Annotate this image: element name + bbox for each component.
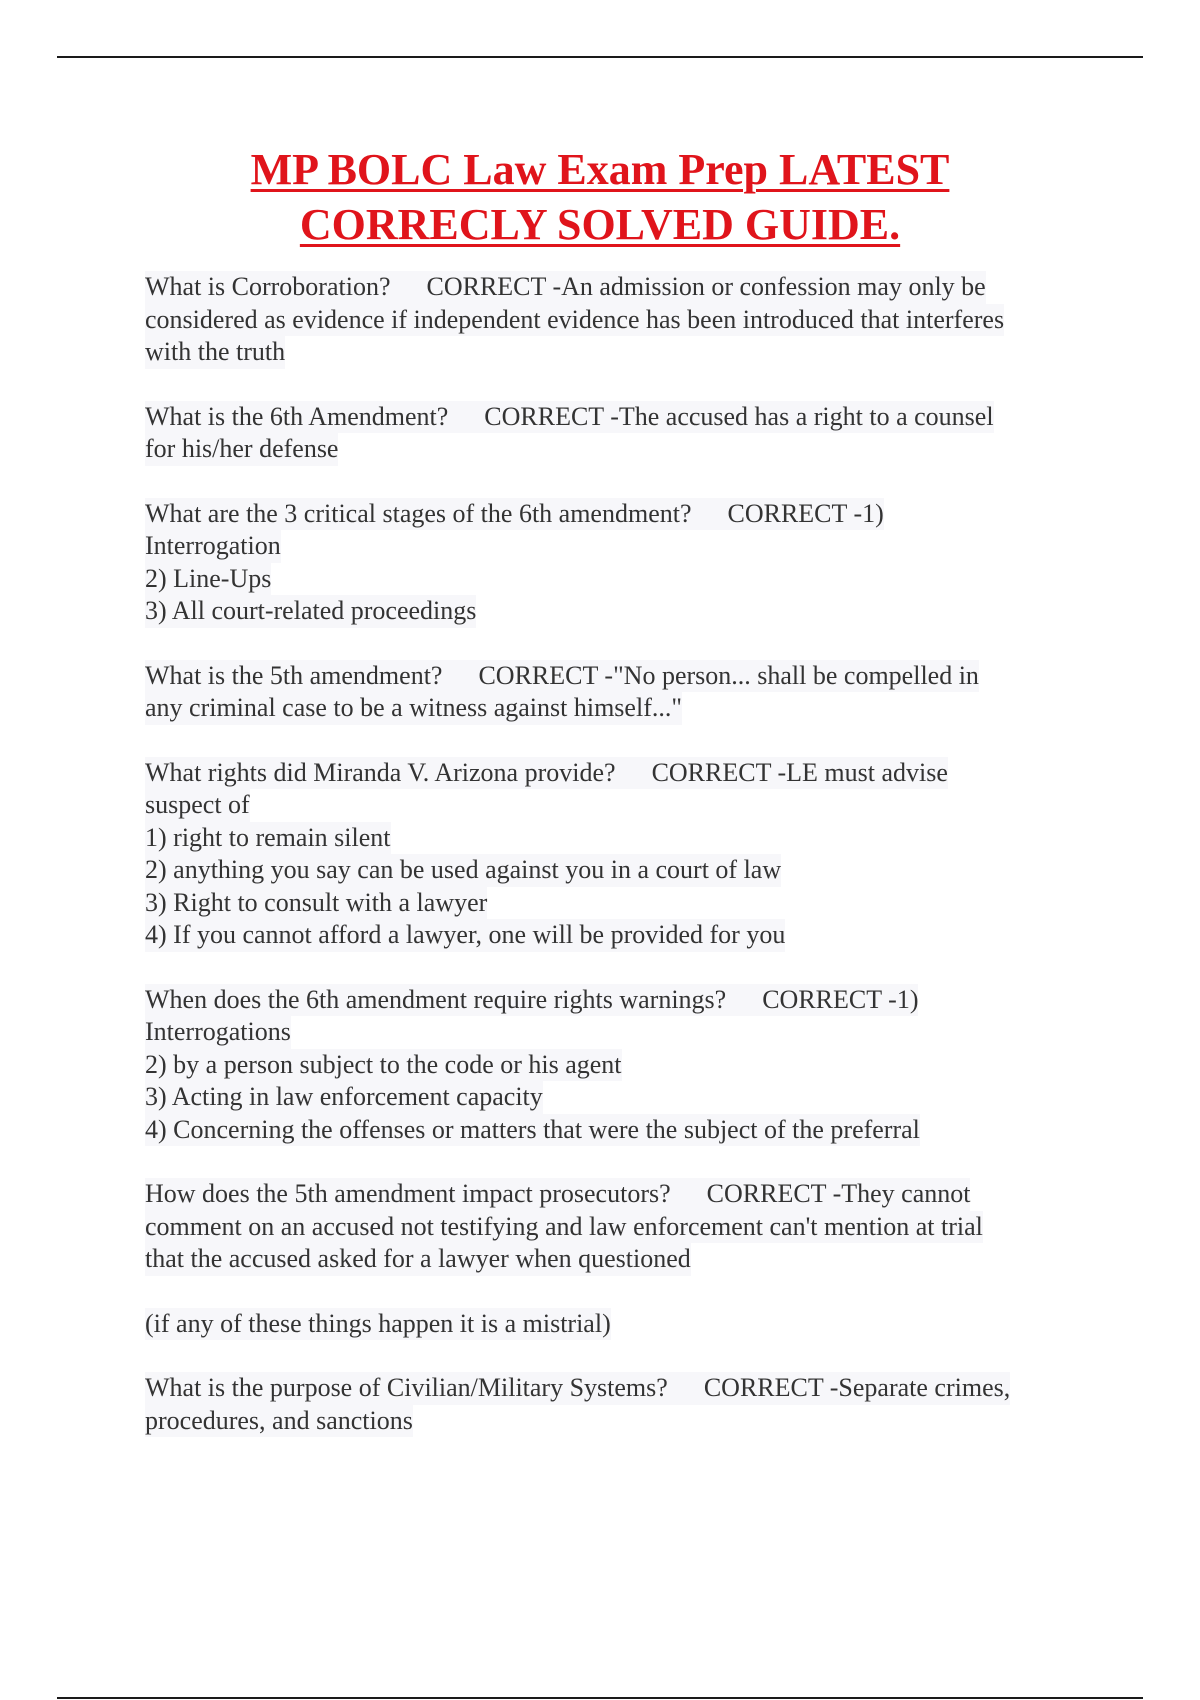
qa-item bbox=[145, 1372, 1105, 1437]
answer-line: 2) Line-Ups bbox=[145, 563, 271, 596]
top-divider bbox=[57, 56, 1143, 58]
qa-first-line bbox=[145, 757, 948, 790]
answer-line: CORRECT -An admission or confession may only be bbox=[426, 272, 986, 301]
question-text: What are the 3 critical stages of the 6th amendment? bbox=[145, 498, 692, 528]
answer-line: CORRECT -1) bbox=[727, 498, 884, 528]
qa-item bbox=[145, 1178, 1105, 1276]
title-line-2: CORRECLY SOLVED GUIDE. bbox=[299, 200, 901, 249]
qa-first-line bbox=[145, 498, 884, 531]
answer-line: Interrogation bbox=[145, 530, 281, 563]
note-line: (if any of these things happen it is a mistrial) bbox=[145, 1308, 611, 1341]
question-text: What is the 6th Amendment? bbox=[145, 401, 449, 431]
qa-item bbox=[145, 498, 1105, 628]
answer-line: 1) right to remain silent bbox=[145, 822, 391, 855]
qa-first-line bbox=[145, 1372, 1010, 1405]
answer-line: CORRECT -"No person... shall be compelled in bbox=[478, 660, 979, 690]
qa-item bbox=[145, 401, 1105, 466]
answer-line: comment on an accused not testifying and law enforcement can't mention at trial bbox=[145, 1211, 983, 1244]
qa-item bbox=[145, 984, 1105, 1147]
answer-line: CORRECT -They cannot bbox=[706, 1179, 971, 1208]
qa-first-line bbox=[145, 401, 994, 434]
answer-line: 2) anything you say can be used against you in a court of law bbox=[145, 854, 781, 887]
answer-line: 3) Acting in law enforcement capacity bbox=[145, 1081, 543, 1114]
answer-line: 3) All court-related proceedings bbox=[145, 595, 476, 628]
qa-first-line bbox=[145, 271, 986, 304]
answer-line: CORRECT -LE must advise bbox=[651, 757, 948, 787]
answer-line: considered as evidence if independent evidence has been introduced that interferes bbox=[145, 304, 1004, 337]
question-text: How does the 5th amendment impact prosecutors? bbox=[145, 1179, 671, 1208]
question-text: When does the 6th amendment require rights warnings? bbox=[145, 984, 727, 1014]
qa-item bbox=[145, 660, 1105, 725]
bottom-divider bbox=[57, 1697, 1143, 1699]
answer-line: 4) If you cannot afford a lawyer, one will be provided for you bbox=[145, 919, 785, 952]
question-text: What is Corroboration? bbox=[145, 272, 391, 301]
answer-line: Interrogations bbox=[145, 1016, 291, 1049]
qa-first-line bbox=[145, 660, 979, 693]
answer-line: with the truth bbox=[145, 336, 285, 369]
answer-line: procedures, and sanctions bbox=[145, 1405, 413, 1438]
qa-list bbox=[145, 271, 1105, 1469]
answer-line: any criminal case to be a witness against himself..." bbox=[145, 692, 682, 725]
question-text: What is the 5th amendment? bbox=[145, 660, 443, 690]
question-text: What rights did Miranda V. Arizona provide? bbox=[145, 757, 616, 787]
answer-line: CORRECT -Separate crimes, bbox=[703, 1373, 1011, 1402]
answer-line: 2) by a person subject to the code or his agent bbox=[145, 1049, 622, 1082]
answer-line: that the accused asked for a lawyer when questioned bbox=[145, 1243, 691, 1276]
answer-line: suspect of bbox=[145, 789, 250, 822]
answer-line: 4) Concerning the offenses or matters that were the subject of the preferral bbox=[145, 1114, 920, 1147]
qa-item bbox=[145, 271, 1105, 369]
answer-line: 3) Right to consult with a lawyer bbox=[145, 887, 487, 920]
document-title bbox=[100, 142, 1100, 252]
qa-item bbox=[145, 757, 1105, 952]
qa-note bbox=[145, 1308, 1105, 1341]
title-line-1: MP BOLC Law Exam Prep LATEST bbox=[250, 145, 950, 194]
question-text: What is the purpose of Civilian/Military Systems? bbox=[145, 1373, 668, 1402]
answer-line: for his/her defense bbox=[145, 433, 338, 466]
qa-first-line bbox=[145, 1178, 970, 1211]
answer-line: CORRECT -1) bbox=[762, 984, 919, 1014]
answer-line: CORRECT -The accused has a right to a counsel bbox=[484, 401, 994, 431]
qa-first-line bbox=[145, 984, 918, 1017]
